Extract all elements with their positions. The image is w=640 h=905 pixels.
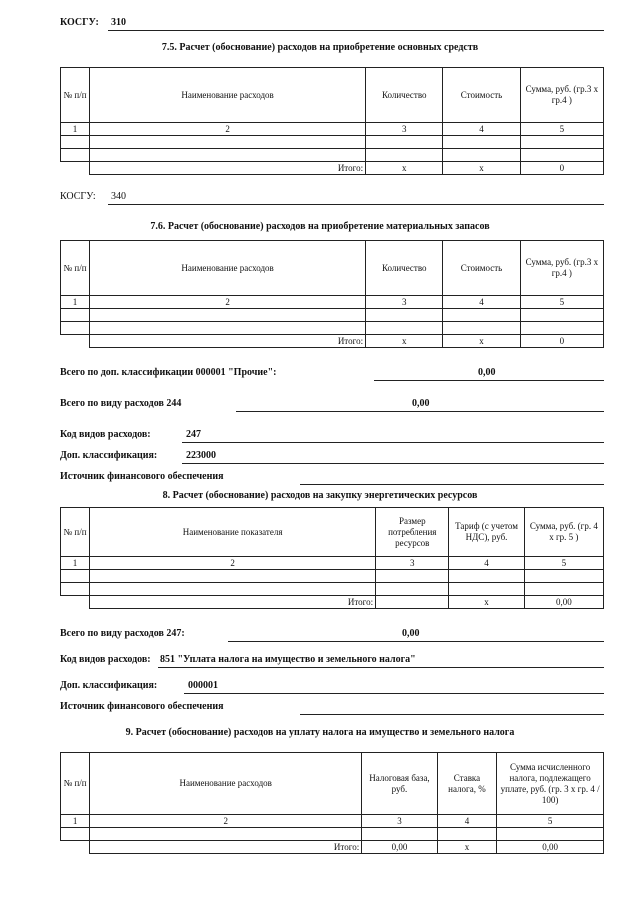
underline xyxy=(182,463,604,464)
underline xyxy=(300,484,604,485)
total-label: Итого: xyxy=(90,596,376,609)
header-cell: Тариф (с учетом НДС), руб. xyxy=(449,508,524,557)
header-cell: Наименование показателя xyxy=(90,508,376,557)
header-cell: Стоимость xyxy=(443,241,520,296)
kosgu-value-310: 310 xyxy=(111,17,126,28)
number-cell: 2 xyxy=(90,815,362,828)
header-cell: Наименование расходов xyxy=(90,68,366,123)
total-cell: x xyxy=(449,596,524,609)
header-cell: Сумма, руб. (гр.3 х гр.4 ) xyxy=(520,68,603,123)
total-cell: x xyxy=(443,335,520,348)
number-cell: 3 xyxy=(376,557,449,570)
number-cell: 2 xyxy=(90,123,366,136)
table-7-5 xyxy=(60,67,604,175)
header-cell: Налоговая база, руб. xyxy=(362,753,438,815)
header-cell: № п/п xyxy=(61,753,90,815)
number-cell: 5 xyxy=(497,815,604,828)
number-cell: 3 xyxy=(366,296,443,309)
summary-prochie-value: 0,00 xyxy=(478,367,496,378)
dop-value-223000: 223000 xyxy=(186,450,216,461)
header-cell: Наименование расходов xyxy=(90,753,362,815)
header-cell: Ставка налога, % xyxy=(437,753,496,815)
header-cell: Количество xyxy=(366,241,443,296)
kosgu-label-340: КОСГУ: xyxy=(60,191,96,202)
total-cell: 0,00 xyxy=(497,841,604,854)
kvr-label-851: Код видов расходов: xyxy=(60,654,151,665)
number-cell: 5 xyxy=(524,557,603,570)
underline xyxy=(108,204,604,205)
section-title-7-5: 7.5. Расчет (обоснование) расходов на приобретение основных средств xyxy=(161,42,479,53)
header-cell: Сумма, руб. (гр. 4 х гр. 5 ) xyxy=(524,508,603,557)
total-label: Итого: xyxy=(90,162,366,175)
kosgu-label-310: КОСГУ: xyxy=(60,17,99,28)
underline xyxy=(374,380,604,381)
number-cell: 2 xyxy=(90,296,366,309)
underline xyxy=(300,714,604,715)
total-label: Итого: xyxy=(90,335,366,348)
number-cell: 4 xyxy=(437,815,496,828)
table-9 xyxy=(60,752,604,854)
header-cell: Сумма исчисленного налога, подлежащего уплате, руб. (гр. 3 х гр. 4 / 100) xyxy=(497,753,604,815)
underline xyxy=(228,641,604,642)
section-title-8: 8. Расчет (обоснование) расходов на закупку энергетических ресурсов xyxy=(162,490,478,501)
section-title-7-6: 7.6. Расчет (обоснование) расходов на приобретение материальных запасов xyxy=(150,221,490,232)
total-cell: 0 xyxy=(520,162,603,175)
kvr-label-247: Код видов расходов: xyxy=(60,429,151,440)
header-cell: Количество xyxy=(366,68,443,123)
underline xyxy=(158,667,604,668)
summary-247-value: 0,00 xyxy=(402,628,420,639)
total-cell xyxy=(376,596,449,609)
underline xyxy=(236,411,604,412)
number-cell: 4 xyxy=(449,557,524,570)
header-cell: Стоимость xyxy=(443,68,520,123)
kvr-value-851: 851 "Уплата налога на имущество и земельного налога" xyxy=(160,654,416,665)
header-cell: № п/п xyxy=(61,241,90,296)
header-cell: № п/п xyxy=(61,508,90,557)
underline xyxy=(182,442,604,443)
header-cell: Сумма, руб. (гр.3 х гр.4 ) xyxy=(520,241,603,296)
underline xyxy=(108,30,604,31)
dop-label-000001: Доп. классификация: xyxy=(60,680,158,691)
total-label: Итого: xyxy=(90,841,362,854)
dop-value-000001: 000001 xyxy=(188,680,218,691)
number-cell: 4 xyxy=(443,296,520,309)
total-cell: 0,00 xyxy=(524,596,603,609)
underline xyxy=(184,693,604,694)
total-cell: x xyxy=(366,162,443,175)
kvr-value-247: 247 xyxy=(186,429,201,440)
kosgu-value-340: 340 xyxy=(111,191,126,202)
total-cell: 0 xyxy=(520,335,603,348)
number-cell: 1 xyxy=(61,815,90,828)
number-cell: 1 xyxy=(61,557,90,570)
section-title-9: 9. Расчет (обоснование) расходов на уплату налога на имущество и земельного налога xyxy=(125,727,515,738)
summary-prochie-label: Всего по доп. классификации 000001 "Прочие": xyxy=(60,367,277,378)
dop-label-223000: Доп. классификация: xyxy=(60,450,158,461)
table-7-6 xyxy=(60,240,604,348)
total-cell: x xyxy=(443,162,520,175)
number-cell: 5 xyxy=(520,296,603,309)
number-cell: 2 xyxy=(90,557,376,570)
header-cell: Наименование расходов xyxy=(90,241,366,296)
number-cell: 5 xyxy=(520,123,603,136)
total-cell: x xyxy=(366,335,443,348)
number-cell: 3 xyxy=(362,815,438,828)
total-cell: x xyxy=(437,841,496,854)
number-cell: 1 xyxy=(61,296,90,309)
number-cell: 1 xyxy=(61,123,90,136)
source-label-247: Источник финансового обеспечения xyxy=(60,471,224,482)
summary-244-label: Всего по виду расходов 244 xyxy=(60,398,182,409)
header-cell: № п/п xyxy=(61,68,90,123)
number-cell: 3 xyxy=(366,123,443,136)
table-8 xyxy=(60,507,604,609)
number-cell: 4 xyxy=(443,123,520,136)
header-cell: Размер потребления ресурсов xyxy=(376,508,449,557)
summary-244-value: 0,00 xyxy=(412,398,430,409)
summary-247-label: Всего по виду расходов 247: xyxy=(60,628,185,639)
total-cell: 0,00 xyxy=(362,841,438,854)
source-label-851: Источник финансового обеспечения xyxy=(60,701,224,712)
